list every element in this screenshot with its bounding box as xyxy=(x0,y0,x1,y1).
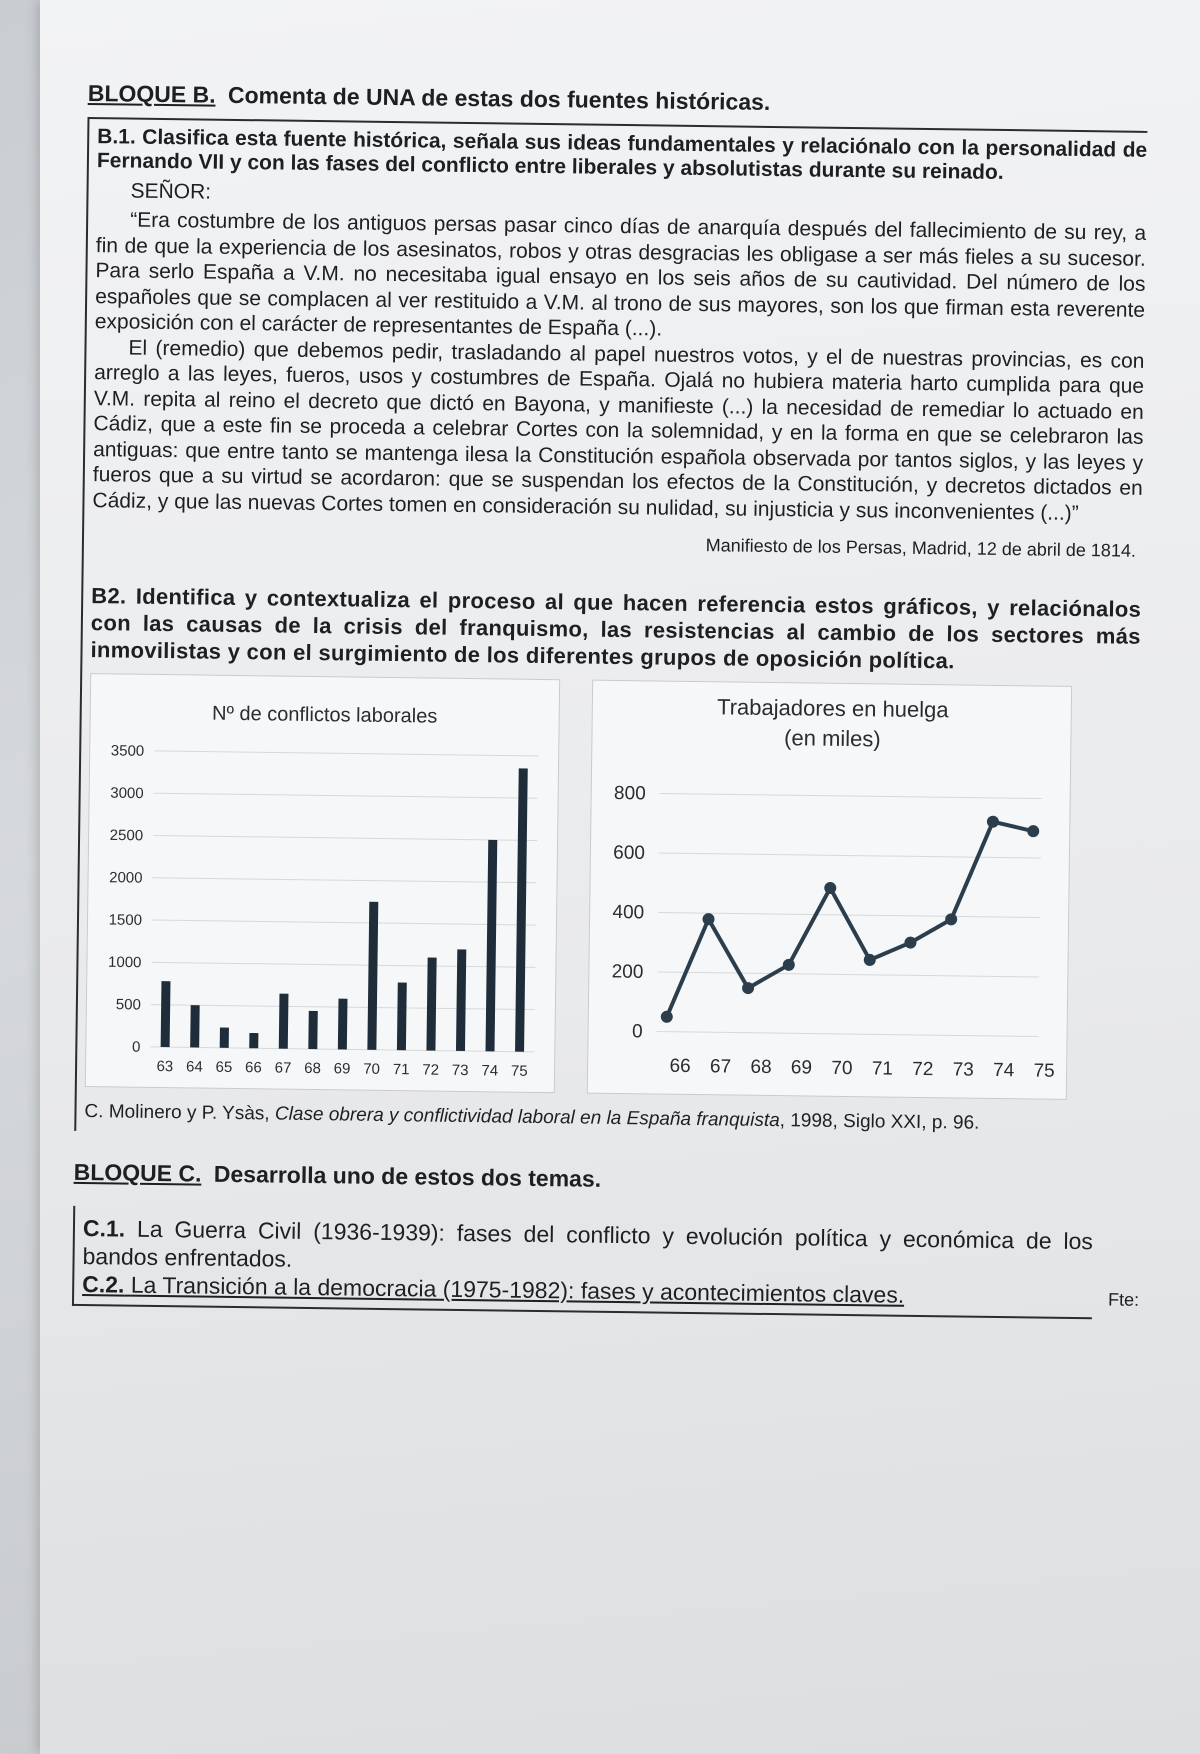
bar-gridline xyxy=(154,751,538,756)
bar-y-tick: 2000 xyxy=(109,869,143,887)
bar-y-tick: 0 xyxy=(131,1038,141,1056)
bar-x-tick: 70 xyxy=(363,1060,381,1078)
bar-gridline xyxy=(153,878,537,883)
bar-y-tick: 3500 xyxy=(110,742,145,760)
bar-y-tick: 2500 xyxy=(109,826,144,845)
bloque-b-instruction: Comenta de UNA de estas dos fuentes históricas. xyxy=(227,81,771,115)
bar-x-tick: 65 xyxy=(215,1058,233,1076)
bloque-c-tag: BLOQUE C. xyxy=(73,1158,202,1187)
bar-gridline xyxy=(153,835,537,840)
bar-68 xyxy=(308,1011,317,1049)
bar-74 xyxy=(486,840,498,1052)
bar-x-tick: 66 xyxy=(245,1059,262,1077)
line-chart-svg xyxy=(588,681,1071,1099)
bar-63 xyxy=(161,981,171,1047)
line-chart-strikers xyxy=(587,680,1072,1100)
bar-chart-title: Nº de conflictos laborales xyxy=(211,702,438,728)
line-y-tick: 400 xyxy=(612,901,645,924)
bar-66 xyxy=(249,1033,258,1048)
line-y-tick: 0 xyxy=(631,1021,643,1043)
bar-x-tick: 74 xyxy=(481,1062,499,1080)
bar-69 xyxy=(338,999,348,1050)
bar-gridline xyxy=(154,793,538,798)
bar-64 xyxy=(190,1005,200,1047)
bar-x-tick: 71 xyxy=(392,1061,410,1079)
line-x-tick: 73 xyxy=(952,1059,974,1081)
cite-title: Clase obrera y conflictividad laboral en la España franquista xyxy=(274,1103,780,1132)
b1-salutation: SEÑOR: xyxy=(130,179,212,204)
bar-x-tick: 64 xyxy=(185,1058,203,1076)
bar-65 xyxy=(220,1028,229,1048)
bar-67 xyxy=(279,994,289,1049)
bar-x-tick: 67 xyxy=(274,1059,292,1077)
line-point-75 xyxy=(1027,825,1039,837)
bar-73 xyxy=(456,949,466,1051)
bar-x-tick: 72 xyxy=(422,1061,440,1079)
b1-question: B.1. Clasifica esta fuente histórica, señala sus ideas fundamentales y relaciónalo con la personalidad de Fernando VII y con las fases del conflicto entre liberales y absolutistas durante su reinado. xyxy=(96,125,1148,184)
topic-c1-label: C.1. xyxy=(82,1215,126,1242)
bloque-c-instruction: Desarrolla uno de estos dos temas. xyxy=(213,1160,602,1192)
line-gridline xyxy=(657,1032,1039,1037)
cite-authors: C. Molinero y P. Ysàs, xyxy=(84,1101,270,1125)
bar-70 xyxy=(367,902,378,1050)
line-x-tick: 74 xyxy=(992,1059,1015,1082)
bar-gridline xyxy=(152,920,536,925)
line-x-tick: 70 xyxy=(831,1057,853,1080)
bar-chart-svg xyxy=(86,674,559,1092)
topic-c2-label: C.2. xyxy=(82,1271,125,1298)
charts-area xyxy=(85,673,1140,1107)
b1-source-reference: Manifiesto de los Persas, Madrid, 12 de abril de 1814. xyxy=(705,535,1137,561)
charts-citation xyxy=(84,1101,1134,1137)
bar-gridline xyxy=(151,962,535,967)
bar-chart-conflicts xyxy=(85,673,560,1093)
bar-y-tick: 1000 xyxy=(107,953,142,972)
bar-y-tick: 500 xyxy=(115,996,142,1014)
topic-c2-text: La Transición a la democracia (1975-1982): fases y acontecimientos claves. xyxy=(130,1271,905,1308)
bar-x-tick: 69 xyxy=(333,1060,351,1078)
line-y-tick: 600 xyxy=(613,842,646,864)
line-gridline xyxy=(659,853,1041,858)
line-y-tick: 200 xyxy=(611,961,644,983)
bar-y-tick: 1500 xyxy=(108,911,143,929)
line-x-tick: 69 xyxy=(790,1057,813,1079)
bar-71 xyxy=(397,982,407,1050)
bar-x-tick: 73 xyxy=(451,1061,469,1080)
line-point-66 xyxy=(661,1011,673,1023)
line-gridline xyxy=(660,794,1042,799)
bloque-b-heading xyxy=(88,80,1148,121)
line-x-tick: 67 xyxy=(709,1056,732,1078)
line-series-strikers xyxy=(667,817,1034,1021)
line-x-tick: 68 xyxy=(750,1056,772,1079)
line-gridline xyxy=(657,972,1039,977)
line-y-tick: 800 xyxy=(613,782,646,805)
exam-page xyxy=(68,80,1148,1594)
bloque-c-box xyxy=(72,1206,1093,1319)
bar-x-tick: 63 xyxy=(156,1057,174,1076)
line-chart-title-line1: Trabajadores en huelga xyxy=(716,694,949,723)
line-x-tick: 66 xyxy=(669,1055,691,1077)
line-point-74 xyxy=(987,816,999,828)
b1-paragraph-1: “Era costumbre de los antiguos persas pasar cinco días de anarquía después del fallecimiento de su rey, a fin de que la experiencia de los asesinatos, robos y otras desgracias les obligase a ser más fieles a su sucesor. Para serlo España a V.M. no necesitaba igual ensayo en los seis años de su cautividad. Del número de los españoles que se complacen al ver restituido a V.M. al trono de sus mayores, son los que firman esta reverente exposición con el carácter de representantes de España (...). xyxy=(94,208,1147,341)
fte-label: Fte: xyxy=(1107,1289,1140,1310)
line-gridline xyxy=(658,913,1040,918)
line-x-tick: 72 xyxy=(912,1058,934,1081)
b2-question: B2. Identifica y contextualiza el proceso al que hacen referencia estos gráficos, y relaciónalos con las causas de la crisis del franquismo, las resistencias al cambio de los sectores más inmovilistas y con el surgimiento de los diferentes grupos de oposición política. xyxy=(90,583,1142,674)
bloque-b-tag: BLOQUE B. xyxy=(87,80,216,108)
bar-x-tick: 75 xyxy=(510,1062,528,1080)
line-chart-title-line2: (en miles) xyxy=(783,725,881,752)
paper-sheet xyxy=(40,0,1200,1754)
line-x-tick: 71 xyxy=(871,1058,894,1080)
b1-source-text xyxy=(92,207,1146,527)
bloque-c-heading xyxy=(74,1159,1134,1200)
bar-x-tick: 68 xyxy=(304,1059,321,1078)
bar-72 xyxy=(426,957,436,1050)
question-box xyxy=(74,117,1147,1145)
bar-y-tick: 3000 xyxy=(110,784,144,803)
cite-rest: , 1998, Siglo XXI, p. 96. xyxy=(779,1110,980,1134)
line-x-tick: 75 xyxy=(1033,1060,1055,1082)
topic-c1-text: La Guerra Civil (1936-1939): fases del conflicto y evolución política y económica de los bandos enfrentados. xyxy=(82,1215,1094,1272)
b1-paragraph-2: El (remedio) que debemos pedir, trasladando al papel nuestros votos, y el de nuestras provincias, es con arreglo a las leyes, fueros, usos y costumbres de España. Ojalá no hubiera materia harto cumplida para que V.M. repita al reino el decreto que dictó en Bayona, y manifieste (...) la necesidad de remediar lo actuado en Cádiz, que a este fin se proceda a celebrar Cortes con la solemnidad, y en la forma en que se celebraron las antiguas: que entre tanto se mantenga ilesa la Constitución española observada por tantos siglos, y las leyes y fueros que a su virtud se acordaron: que se suspendan los efectos de la Constitución, y decretos dictados en Cádiz, y que las nuevas Cortes tomen en consideración su nulidad, su injusticia y sus inconvenientes (...)” xyxy=(92,336,1145,525)
